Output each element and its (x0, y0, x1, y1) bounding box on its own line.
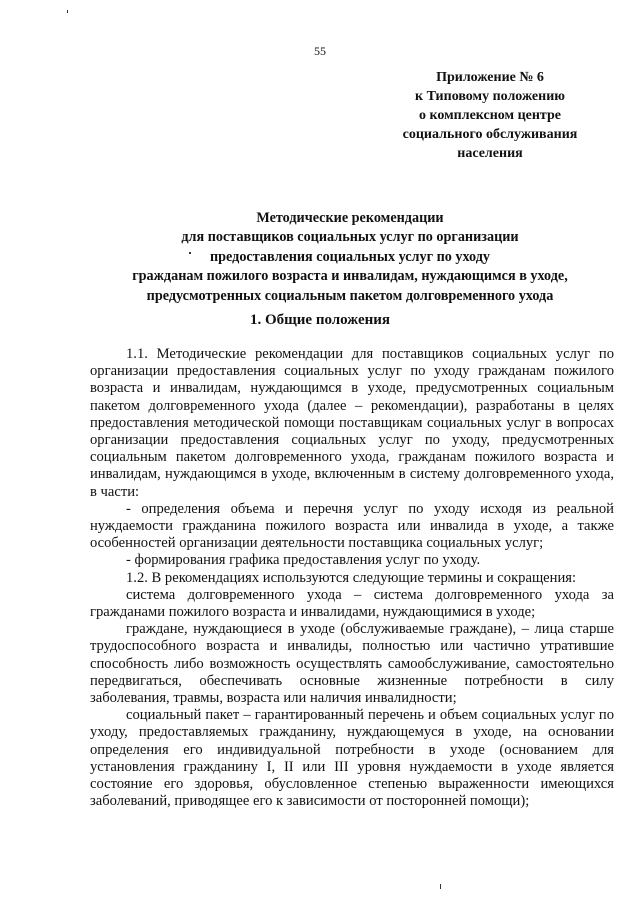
annex-line: населения (457, 146, 523, 161)
title-line: Методические рекомендации (256, 210, 444, 226)
paragraph: - формирования графика предоставления услуг по уходу. (126, 552, 481, 569)
paragraph: 1.2. В рекомендациях используются следующие термины и сокращения: (126, 569, 577, 586)
paragraph: граждане, нуждающиеся в уходе (обслуживаемые граждане), – лица старше трудоспособного возраста и инвалиды, полностью или частично утратившие способность либо возможность осуществлять самообслуживание, самостоятельно передвигаться, обеспечивать основные жизненные потребности в силу заболевания, травмы, возраста или наличия инвалидности; (90, 621, 614, 707)
paragraph: система долговременного ухода – система долговременного ухода за гражданами пожилого возраста и инвалидами, нуждающимися в уходе; (90, 586, 614, 621)
scan-speck (67, 10, 68, 13)
paragraph: - определения объема и перечня услуг по уходу исходя из реальной нуждаемости гражданина пожилого возраста или инвалида в уходе, а также особенностей организации деятельности поставщика социальных услуг; (90, 500, 614, 552)
annex-line: к Типовому положению (415, 89, 565, 104)
section-heading: 1. Общие положения (249, 312, 391, 328)
annex-line: социального обслуживания (402, 127, 578, 142)
title-line: для поставщиков социальных услуг по организации (181, 229, 519, 246)
scan-speck (440, 884, 441, 889)
title-line: предоставления социальных услуг по уходу (209, 248, 490, 265)
page-number: 55 (314, 44, 326, 58)
annex-header (395, 68, 585, 163)
title-line: гражданам пожилого возраста и инвалидам, нуждающимся в уходе, (132, 268, 568, 285)
annex-line: Приложение № 6 (436, 70, 544, 85)
document-title (60, 209, 640, 306)
paragraph: социальный пакет – гарантированный перечень и объем социальных услуг по уходу, предоставляемых гражданину, нуждающемуся в уходе, на основании определения его индивидуальной потребности в уходе (основанием для установления гражданину I, II или III уровня нуждаемости в уходе является состояние его здоровья, обусловленное степенью выраженности имеющихся заболеваний, приводящее его к зависимости от посторонней помощи); (90, 707, 614, 810)
title-line: предусмотренных социальным пакетом долговременного ухода (146, 287, 554, 304)
body-text (90, 346, 614, 810)
paragraph: 1.1. Методические рекомендации для поставщиков социальных услуг по организации предоставления социальных услуг по уходу гражданам пожилого возраста и инвалидам, нуждающимся в уходе, предусмотренных социальным пакетом долговременного ухода (далее – рекомендации), разработаны в целях предоставления методической помощи поставщикам социальных услуг в вопросах организации предоставления социальных услуг по уходу, предусмотренных социальным пакетом долговременного ухода, гражданам пожилого возраста и инвалидам, нуждающимся в уходе, включенным в систему долговременного ухода, в части: (90, 346, 614, 500)
scan-speck (189, 252, 191, 254)
annex-line: о комплексном центре (419, 108, 561, 123)
